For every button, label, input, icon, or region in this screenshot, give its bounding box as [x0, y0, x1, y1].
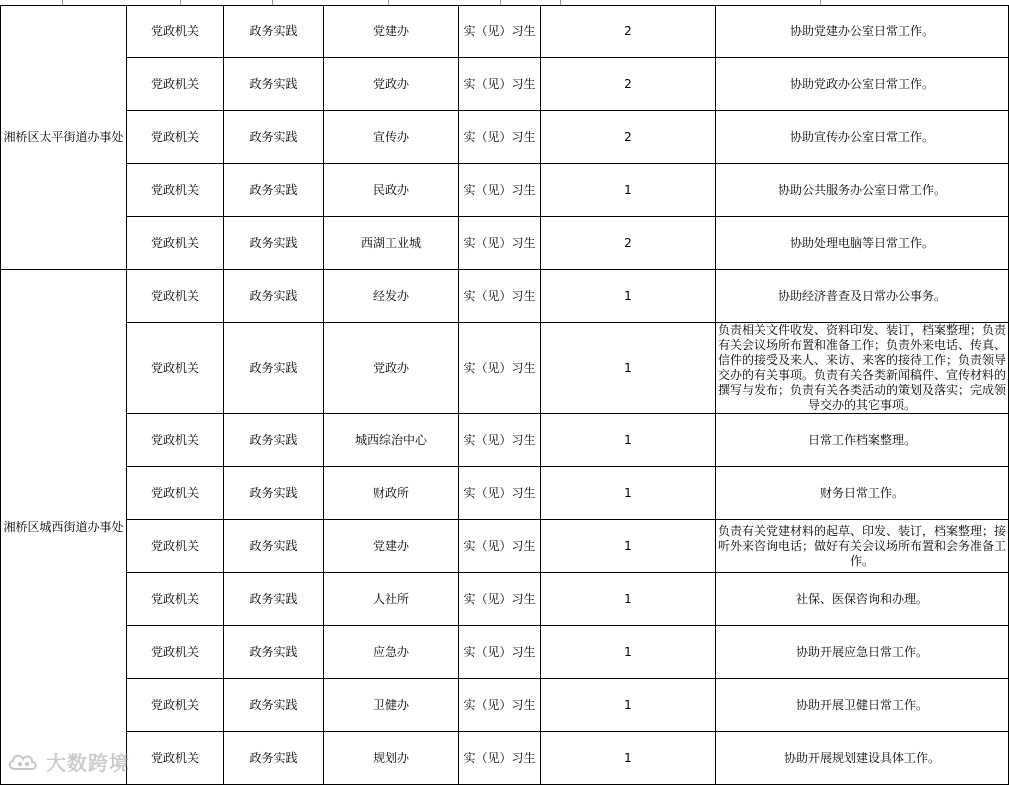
table-row — [1, 164, 1009, 217]
count-cell: 2 — [541, 217, 716, 270]
count-cell: 1 — [541, 164, 716, 217]
dept-cell: 财政所 — [324, 467, 459, 520]
table-row — [1, 732, 1009, 785]
count-cell: 1 — [541, 323, 716, 414]
table-row — [1, 111, 1009, 164]
duty-cell: 协助宣传办公室日常工作。 — [716, 111, 1009, 164]
post-cell: 实（见）习生 — [459, 323, 541, 414]
table-row — [1, 270, 1009, 323]
type-cell: 政务实践 — [224, 520, 324, 573]
type-cell: 政务实践 — [224, 626, 324, 679]
dept-cell: 西湖工业城 — [324, 217, 459, 270]
table-row — [1, 323, 1009, 414]
dept-cell: 城西综治中心 — [324, 414, 459, 467]
internship-positions-table — [0, 5, 1009, 785]
duty-cell: 财务日常工作。 — [716, 467, 1009, 520]
count-cell: 1 — [541, 732, 716, 785]
post-cell: 实（见）习生 — [459, 58, 541, 111]
duty-cell: 协助经济普查及日常办公事务。 — [716, 270, 1009, 323]
post-cell: 实（见）习生 — [459, 217, 541, 270]
type-cell: 政务实践 — [224, 679, 324, 732]
dept-cell: 卫健办 — [324, 679, 459, 732]
table-row — [1, 520, 1009, 573]
post-cell: 实（见）习生 — [459, 626, 541, 679]
count-cell: 1 — [541, 270, 716, 323]
duty-cell: 协助党政办公室日常工作。 — [716, 58, 1009, 111]
duty-cell: 协助处理电脑等日常工作。 — [716, 217, 1009, 270]
category-cell: 党政机关 — [127, 270, 224, 323]
duty-cell: 负责有关党建材料的起草、印发、装订，档案整理；接听外来咨询电话；做好有关会议场所布置和会务准备工作。 — [716, 520, 1009, 573]
category-cell: 党政机关 — [127, 414, 224, 467]
category-cell: 党政机关 — [127, 732, 224, 785]
type-cell: 政务实践 — [224, 217, 324, 270]
dept-cell: 党政办 — [324, 323, 459, 414]
dept-cell: 宣传办 — [324, 111, 459, 164]
dept-cell: 人社所 — [324, 573, 459, 626]
post-cell: 实（见）习生 — [459, 732, 541, 785]
type-cell: 政务实践 — [224, 414, 324, 467]
table-row — [1, 467, 1009, 520]
count-cell: 2 — [541, 6, 716, 58]
post-cell: 实（见）习生 — [459, 520, 541, 573]
dept-cell: 应急办 — [324, 626, 459, 679]
category-cell: 党政机关 — [127, 679, 224, 732]
table-row — [1, 679, 1009, 732]
unit-cell: 湘桥区城西街道办事处 — [1, 270, 127, 785]
type-cell: 政务实践 — [224, 573, 324, 626]
duty-cell: 协助开展应急日常工作。 — [716, 626, 1009, 679]
type-cell: 政务实践 — [224, 732, 324, 785]
duty-cell: 社保、医保咨询和办理。 — [716, 573, 1009, 626]
cloud-logo-icon — [6, 750, 42, 772]
duty-cell: 负责相关文件收发、资料印发、装订，档案整理；负责有关会议场所布置和准备工作；负责外来电话、传真、信件的接受及来人、来访、来客的接待工作；负责领导交办的有关事项。负责有关各类新闻稿件、宣传材料的撰写与发布；负责有关各类活动的策划及落实；完成领导交办的其它事项。 — [716, 323, 1009, 414]
category-cell: 党政机关 — [127, 164, 224, 217]
type-cell: 政务实践 — [224, 111, 324, 164]
table-body — [1, 6, 1009, 785]
table-row — [1, 58, 1009, 111]
table-row — [1, 414, 1009, 467]
category-cell: 党政机关 — [127, 58, 224, 111]
duty-cell: 日常工作档案整理。 — [716, 414, 1009, 467]
count-cell: 1 — [541, 679, 716, 732]
post-cell: 实（见）习生 — [459, 164, 541, 217]
unit-cell: 湘桥区太平街道办事处 — [1, 6, 127, 270]
type-cell: 政务实践 — [224, 467, 324, 520]
type-cell: 政务实践 — [224, 270, 324, 323]
count-cell: 1 — [541, 626, 716, 679]
dept-cell: 党建办 — [324, 6, 459, 58]
table-row — [1, 626, 1009, 679]
category-cell: 党政机关 — [127, 111, 224, 164]
dept-cell: 经发办 — [324, 270, 459, 323]
type-cell: 政务实践 — [224, 6, 324, 58]
count-cell: 1 — [541, 414, 716, 467]
duty-cell: 协助公共服务办公室日常工作。 — [716, 164, 1009, 217]
dept-cell: 党建办 — [324, 520, 459, 573]
dept-cell: 党政办 — [324, 58, 459, 111]
table-row — [1, 573, 1009, 626]
post-cell: 实（见）习生 — [459, 679, 541, 732]
category-cell: 党政机关 — [127, 626, 224, 679]
type-cell: 政务实践 — [224, 164, 324, 217]
post-cell: 实（见）习生 — [459, 6, 541, 58]
duty-cell: 协助开展卫健日常工作。 — [716, 679, 1009, 732]
table-row — [1, 6, 1009, 58]
category-cell: 党政机关 — [127, 323, 224, 414]
type-cell: 政务实践 — [224, 58, 324, 111]
category-cell: 党政机关 — [127, 467, 224, 520]
watermark-text: 大数跨境 — [46, 750, 130, 775]
watermark — [6, 746, 130, 776]
post-cell: 实（见）习生 — [459, 414, 541, 467]
count-cell: 1 — [541, 520, 716, 573]
category-cell: 党政机关 — [127, 6, 224, 58]
count-cell: 2 — [541, 111, 716, 164]
table-row — [1, 217, 1009, 270]
count-cell: 1 — [541, 573, 716, 626]
category-cell: 党政机关 — [127, 573, 224, 626]
type-cell: 政务实践 — [224, 323, 324, 414]
count-cell: 1 — [541, 467, 716, 520]
category-cell: 党政机关 — [127, 520, 224, 573]
count-cell: 2 — [541, 58, 716, 111]
duty-cell: 协助党建办公室日常工作。 — [716, 6, 1009, 58]
dept-cell: 规划办 — [324, 732, 459, 785]
category-cell: 党政机关 — [127, 217, 224, 270]
post-cell: 实（见）习生 — [459, 573, 541, 626]
post-cell: 实（见）习生 — [459, 270, 541, 323]
post-cell: 实（见）习生 — [459, 111, 541, 164]
duty-cell: 协助开展规划建设具体工作。 — [716, 732, 1009, 785]
dept-cell: 民政办 — [324, 164, 459, 217]
post-cell: 实（见）习生 — [459, 467, 541, 520]
